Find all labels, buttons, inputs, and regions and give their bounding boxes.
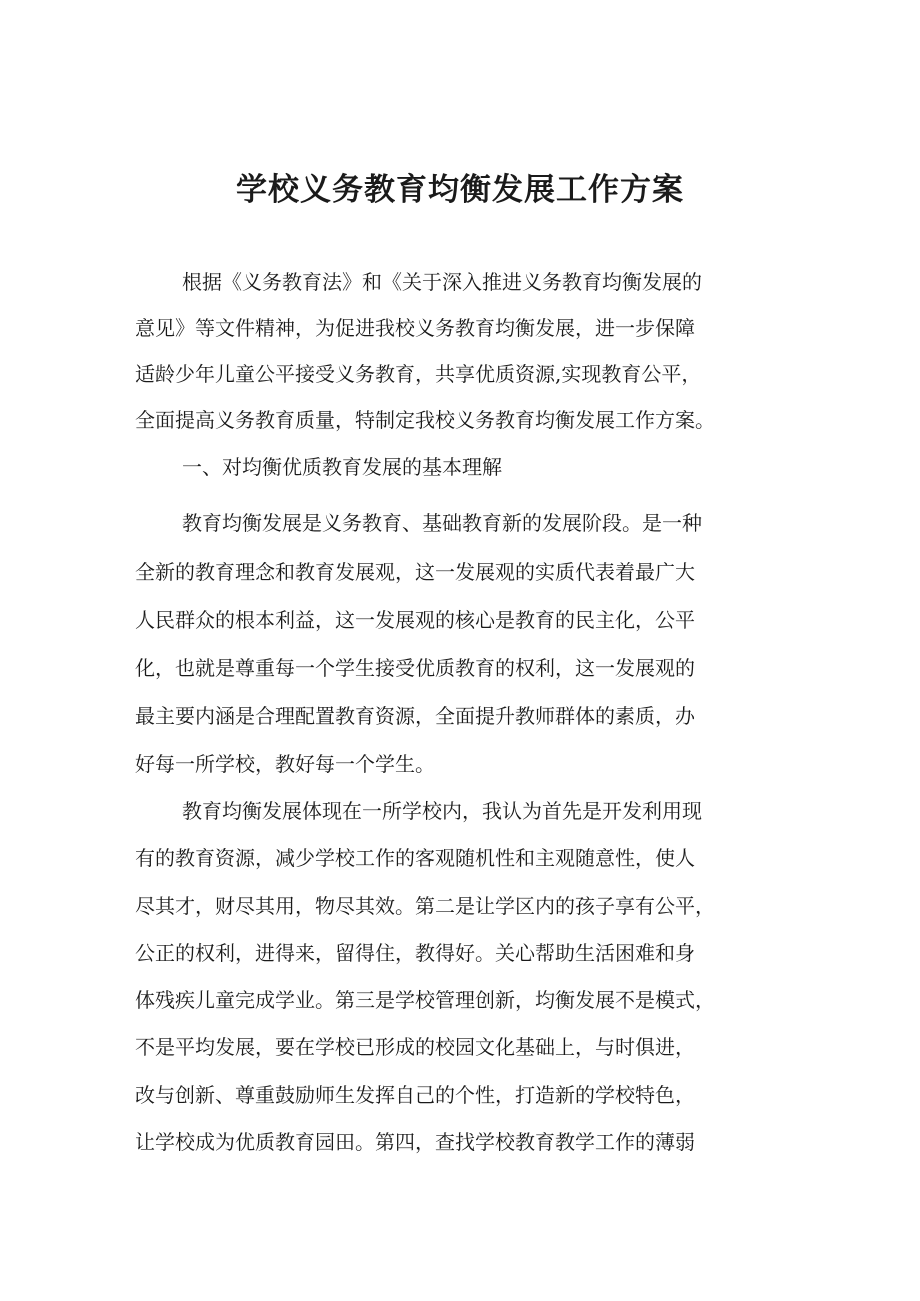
paragraph-line: 好每一所学校，教好每一个学生。 [135,752,435,776]
paragraph-line: 人民群众的根本利益，这一发展观的核心是教育的民主化，公平 [135,608,695,632]
paragraph-line: 公正的权利，进得来，留得住，教得好。关心帮助生活困难和身 [135,941,695,965]
paragraph-line: 体残疾儿童完成学业。第三是学校管理创新，均衡发展不是模式， [135,988,715,1012]
paragraph-line: 最主要内涵是合理配置教育资源，全面提升教师群体的素质，办 [135,704,695,728]
paragraph-line: 全新的教育理念和教育发展观，这一发展观的实质代表着最广大 [135,560,695,584]
paragraph-line: 教育均衡发展体现在一所学校内，我认为首先是开发利用现 [182,799,702,823]
paragraph-line: 尽其才，财尽其用，物尽其效。第二是让学区内的孩子享有公平， [135,894,715,918]
paragraph-line: 教育均衡发展是义务教育、基础教育新的发展阶段。是一种 [182,511,702,535]
paragraph-line: 不是平均发展，要在学校已形成的校园文化基础上，与时俱进， [135,1035,695,1059]
paragraph-line: 有的教育资源，减少学校工作的客观随机性和主观随意性，使人 [135,846,695,870]
paragraph-line: 化，也就是尊重每一个学生接受优质教育的权利，这一发展观的 [135,656,695,680]
paragraph-line: 适龄少年儿童公平接受义务教育，共享优质资源,实现教育公平， [135,362,702,386]
paragraph-line: 意见》等文件精神，为促进我校义务教育均衡发展，进一步保障 [135,316,695,340]
paragraph-line: 全面提高义务教育质量，特制定我校义务教育均衡发展工作方案。 [135,408,715,432]
paragraph-line: 让学校成为优质教育园田。第四，查找学校教育教学工作的薄弱 [135,1130,695,1154]
document-title: 学校义务教育均衡发展工作方案 [236,172,684,208]
section-heading: 一、对均衡优质教育发展的基本理解 [182,455,502,479]
paragraph-line: 改与创新、尊重鼓励师生发挥自己的个性，打造新的学校特色， [135,1083,695,1107]
paragraph-line: 根据《义务教育法》和《关于深入推进义务教育均衡发展的 [182,270,702,294]
